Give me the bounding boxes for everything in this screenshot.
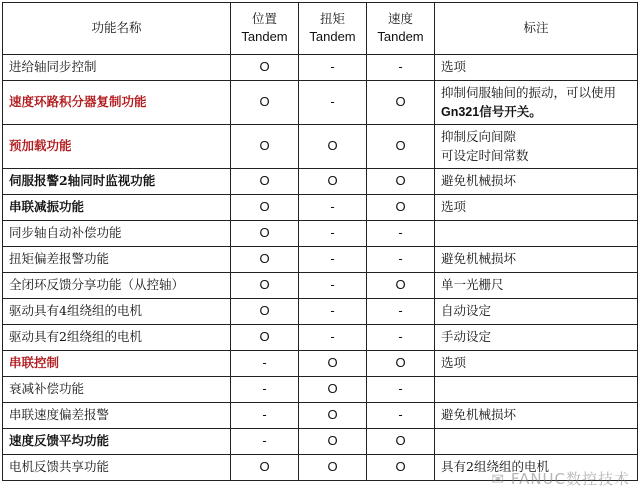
speed-mark: - (367, 403, 435, 429)
speed-mark: - (367, 221, 435, 247)
speed-mark: - (367, 325, 435, 351)
feature-name: 全闭环反馈分享功能（从控轴） (3, 273, 231, 299)
feature-name: 预加载功能 (3, 125, 231, 169)
position-mark: O (231, 125, 299, 169)
position-mark: O (231, 299, 299, 325)
header-torque-tandem-label: Tandem (309, 29, 356, 45)
speed-mark: - (367, 299, 435, 325)
feature-name: 扭矩偏差报警功能 (3, 247, 231, 273)
feature-note: 选项 (435, 351, 638, 377)
watermark-text: FANUC数控技术 (510, 470, 630, 488)
position-mark: O (231, 247, 299, 273)
torque-mark: O (299, 125, 367, 169)
feature-note-line2: 可设定时间常数 (441, 147, 529, 163)
header-speed-label: 速度 (387, 11, 413, 27)
speed-mark: O (367, 81, 435, 125)
feature-name: 速度反馈平均功能 (3, 429, 231, 455)
header-note: 标注 (435, 3, 638, 55)
header-speed-tandem (367, 3, 435, 55)
table-row (3, 221, 638, 247)
speed-mark: - (367, 377, 435, 403)
feature-table-frame (2, 2, 637, 490)
torque-mark: - (299, 247, 367, 273)
table-row (3, 377, 638, 403)
header-torque-label: 扭矩 (319, 11, 345, 27)
table-row (3, 273, 638, 299)
feature-note: 避免机械损坏 (435, 169, 638, 195)
speed-mark: O (367, 195, 435, 221)
header-name: 功能名称 (3, 3, 231, 55)
feature-name: 串联减振功能 (3, 195, 231, 221)
header-row (3, 3, 638, 55)
feature-name: 速度环路积分器复制功能 (3, 81, 231, 125)
feature-note: 避免机械损坏 (435, 403, 638, 429)
position-mark: O (231, 81, 299, 125)
speed-mark: - (367, 247, 435, 273)
torque-mark: O (299, 429, 367, 455)
feature-note-line1: 抑制反向间隙 (441, 129, 517, 145)
torque-mark: - (299, 273, 367, 299)
header-torque-tandem (299, 3, 367, 55)
torque-mark: - (299, 221, 367, 247)
feature-name: 衰减补偿功能 (3, 377, 231, 403)
table-row (3, 299, 638, 325)
header-position-label: 位置 (251, 11, 277, 27)
speed-mark: O (367, 429, 435, 455)
table-row (3, 429, 638, 455)
table-row (3, 169, 638, 195)
feature-name: 串联控制 (3, 351, 231, 377)
feature-note (435, 81, 638, 125)
position-mark: - (231, 429, 299, 455)
watermark (491, 468, 630, 489)
position-mark: O (231, 221, 299, 247)
feature-name: 同步轴自动补偿功能 (3, 221, 231, 247)
table-row (3, 247, 638, 273)
feature-note: 具有2组绕组的电机 (435, 455, 638, 481)
position-mark: O (231, 273, 299, 299)
torque-mark: - (299, 195, 367, 221)
tandem-feature-table (2, 2, 638, 481)
position-mark: O (231, 55, 299, 81)
speed-mark: - (367, 55, 435, 81)
feature-note (435, 429, 638, 455)
wechat-icon: ✉ (491, 470, 511, 488)
feature-note: 选项 (435, 55, 638, 81)
feature-name: 驱动具有2组绕组的电机 (3, 325, 231, 351)
feature-note: 单一光栅尺 (435, 273, 638, 299)
torque-mark: - (299, 81, 367, 125)
header-speed-tandem-label: Tandem (377, 29, 424, 45)
speed-mark: O (367, 125, 435, 169)
feature-note (435, 125, 638, 169)
feature-name: 电机反馈共享功能 (3, 455, 231, 481)
table-row (3, 351, 638, 377)
feature-note (435, 221, 638, 247)
header-position-tandem (231, 3, 299, 55)
table-row (3, 325, 638, 351)
torque-mark: O (299, 169, 367, 195)
speed-mark: O (367, 169, 435, 195)
position-mark: O (231, 325, 299, 351)
torque-mark: O (299, 403, 367, 429)
speed-mark: O (367, 351, 435, 377)
feature-note-line2: Gn321信号开关。 (441, 104, 542, 119)
position-mark: - (231, 403, 299, 429)
torque-mark: - (299, 325, 367, 351)
torque-mark: O (299, 351, 367, 377)
position-mark: - (231, 377, 299, 403)
feature-note-line1: 抑制伺服轴间的振动，可以使用 (441, 85, 617, 101)
table-row (3, 125, 638, 169)
feature-note (435, 377, 638, 403)
table-row (3, 195, 638, 221)
table-row (3, 403, 638, 429)
position-mark: - (231, 351, 299, 377)
position-mark: O (231, 195, 299, 221)
torque-mark: - (299, 299, 367, 325)
speed-mark: O (367, 455, 435, 481)
torque-mark: O (299, 377, 367, 403)
feature-note: 手动设定 (435, 325, 638, 351)
feature-note: 避免机械损坏 (435, 247, 638, 273)
header-position-tandem-label: Tandem (241, 29, 288, 45)
torque-mark: - (299, 55, 367, 81)
feature-note: 选项 (435, 195, 638, 221)
torque-mark: O (299, 455, 367, 481)
feature-note: 自动设定 (435, 299, 638, 325)
table-row (3, 55, 638, 81)
position-mark: O (231, 169, 299, 195)
feature-name: 驱动具有4组绕组的电机 (3, 299, 231, 325)
speed-mark: O (367, 273, 435, 299)
position-mark: O (231, 455, 299, 481)
feature-name: 伺服报警2轴同时监视功能 (3, 169, 231, 195)
table-row (3, 81, 638, 125)
feature-name: 串联速度偏差报警 (3, 403, 231, 429)
feature-name: 进给轴同步控制 (3, 55, 231, 81)
